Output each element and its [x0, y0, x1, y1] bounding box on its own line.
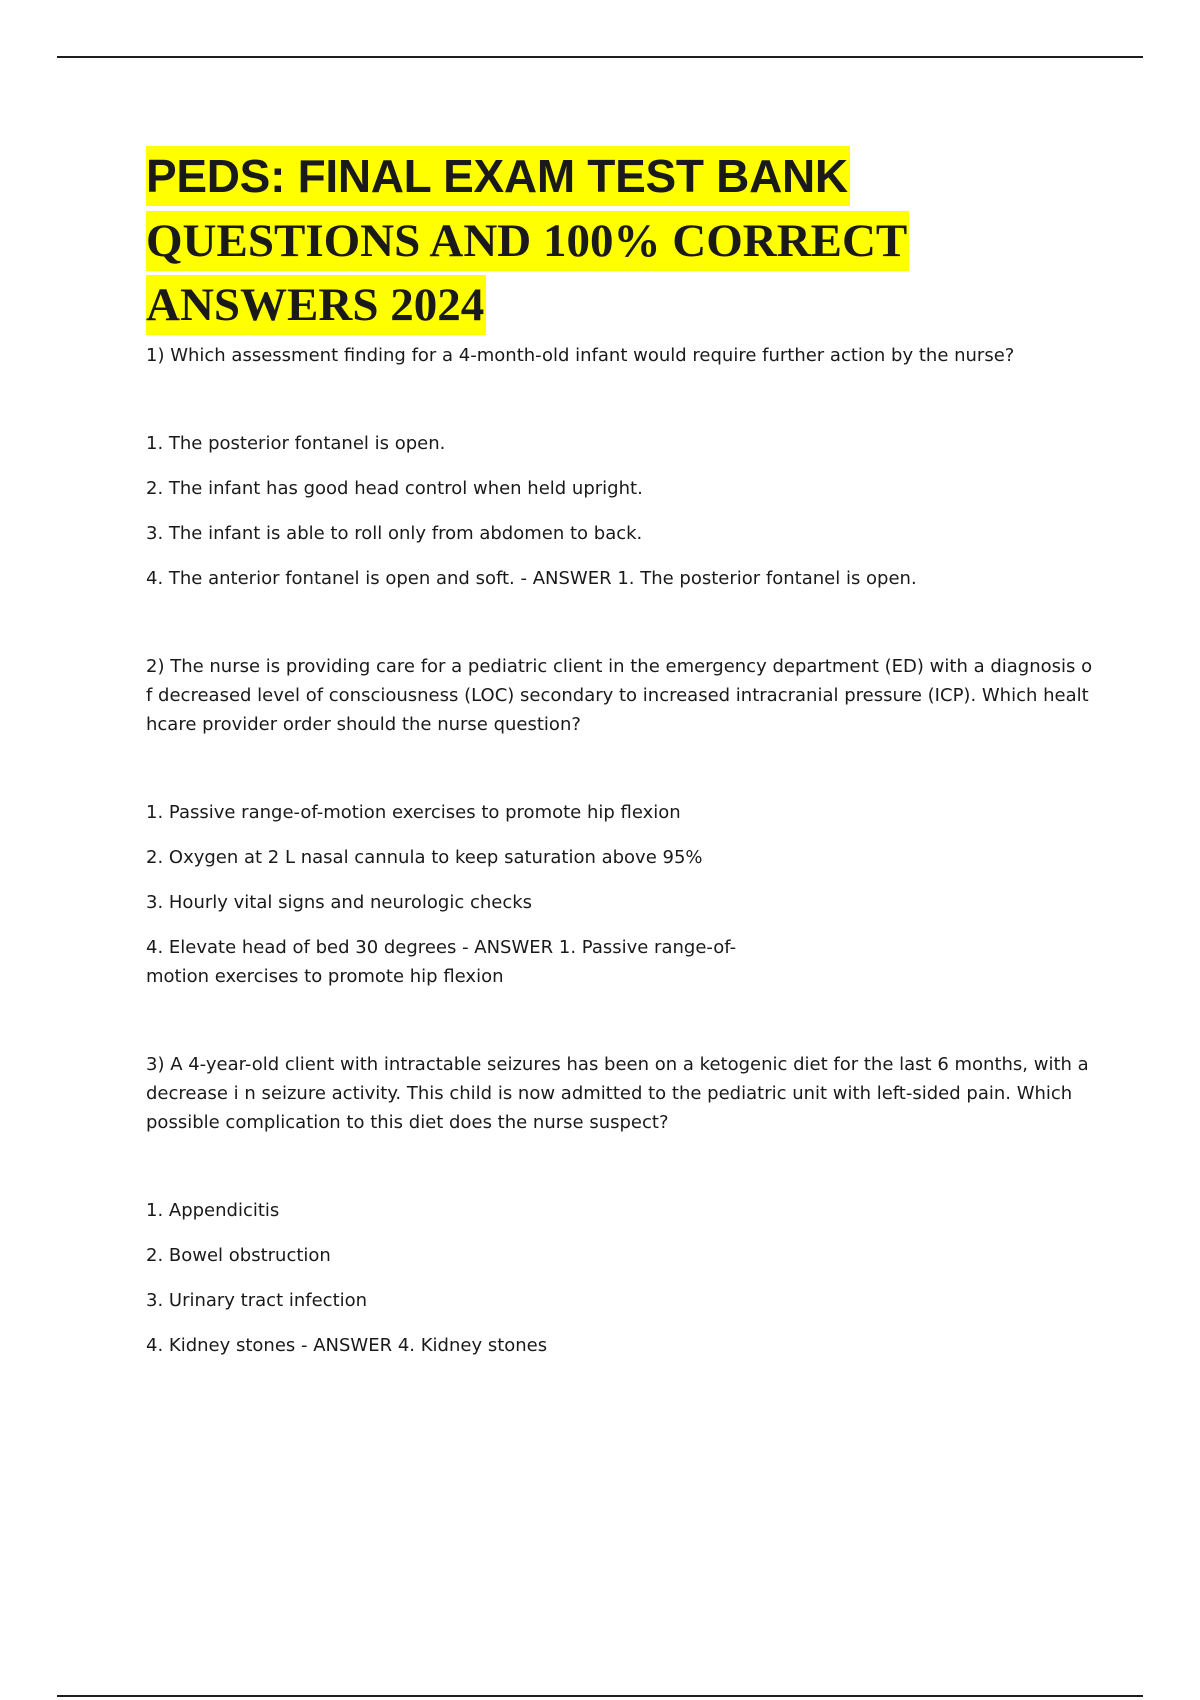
- question-2-option-1: 1. Passive range-of-motion exercises to promote hip flexion: [146, 802, 681, 823]
- question-1-option-4-answer: 4. The anterior fontanel is open and soft. - ANSWER 1. The posterior fontanel is open.: [146, 568, 917, 589]
- question-2: [146, 652, 1096, 991]
- question-2-option-4-answer: 4. Elevate head of bed 30 degrees - ANSWER 1. Passive range-of-motion exercises to promote hip flexion: [146, 937, 737, 987]
- question-1-option-1: 1. The posterior fontanel is open.: [146, 433, 446, 454]
- bottom-rule: [57, 1695, 1143, 1697]
- title-line-3: ANSWERS 2024: [146, 275, 486, 335]
- question-3-option-1: 1. Appendicitis: [146, 1200, 280, 1221]
- question-3-option-2: 2. Bowel obstruction: [146, 1245, 331, 1266]
- question-1-option-2: 2. The infant has good head control when held upright.: [146, 478, 643, 499]
- question-3-option-3: 3. Urinary tract infection: [146, 1290, 368, 1311]
- title-line-1: PEDS: FINAL EXAM TEST BANK: [146, 146, 850, 206]
- question-3-option-4-answer: 4. Kidney stones - ANSWER 4. Kidney stones: [146, 1335, 548, 1356]
- question-1: [146, 341, 1096, 593]
- question-2-stem: 2) The nurse is providing care for a pediatric client in the emergency department (ED) with a diagnosis o f decreased level of consciousness (LOC) secondary to increased intracranial pressure (ICP). Which healt hcare provider order should the nurse question?: [146, 656, 1093, 735]
- question-3-stem: 3) A 4-year-old client with intractable seizures has been on a ketogenic diet for the last 6 months, with a decrease i n seizure activity. This child is now admitted to the pediatric unit with left-sided pain. Which possible complication to this diet does the nurse suspect?: [146, 1054, 1089, 1133]
- title-line-2: QUESTIONS AND 100% CORRECT: [146, 211, 909, 271]
- question-2-options: [146, 798, 1096, 991]
- top-rule: [57, 56, 1143, 58]
- question-1-stem: 1) Which assessment finding for a 4-month-old infant would require further action by the nurse?: [146, 345, 1015, 366]
- document-title: [146, 146, 1096, 339]
- question-2-option-3: 3. Hourly vital signs and neurologic checks: [146, 892, 533, 913]
- question-3: [146, 1050, 1096, 1360]
- question-3-options: [146, 1196, 1096, 1360]
- question-1-options: [146, 429, 1096, 593]
- document-body: [146, 146, 1096, 1360]
- question-1-option-3: 3. The infant is able to roll only from abdomen to back.: [146, 523, 643, 544]
- question-2-option-2: 2. Oxygen at 2 L nasal cannula to keep saturation above 95%: [146, 847, 703, 868]
